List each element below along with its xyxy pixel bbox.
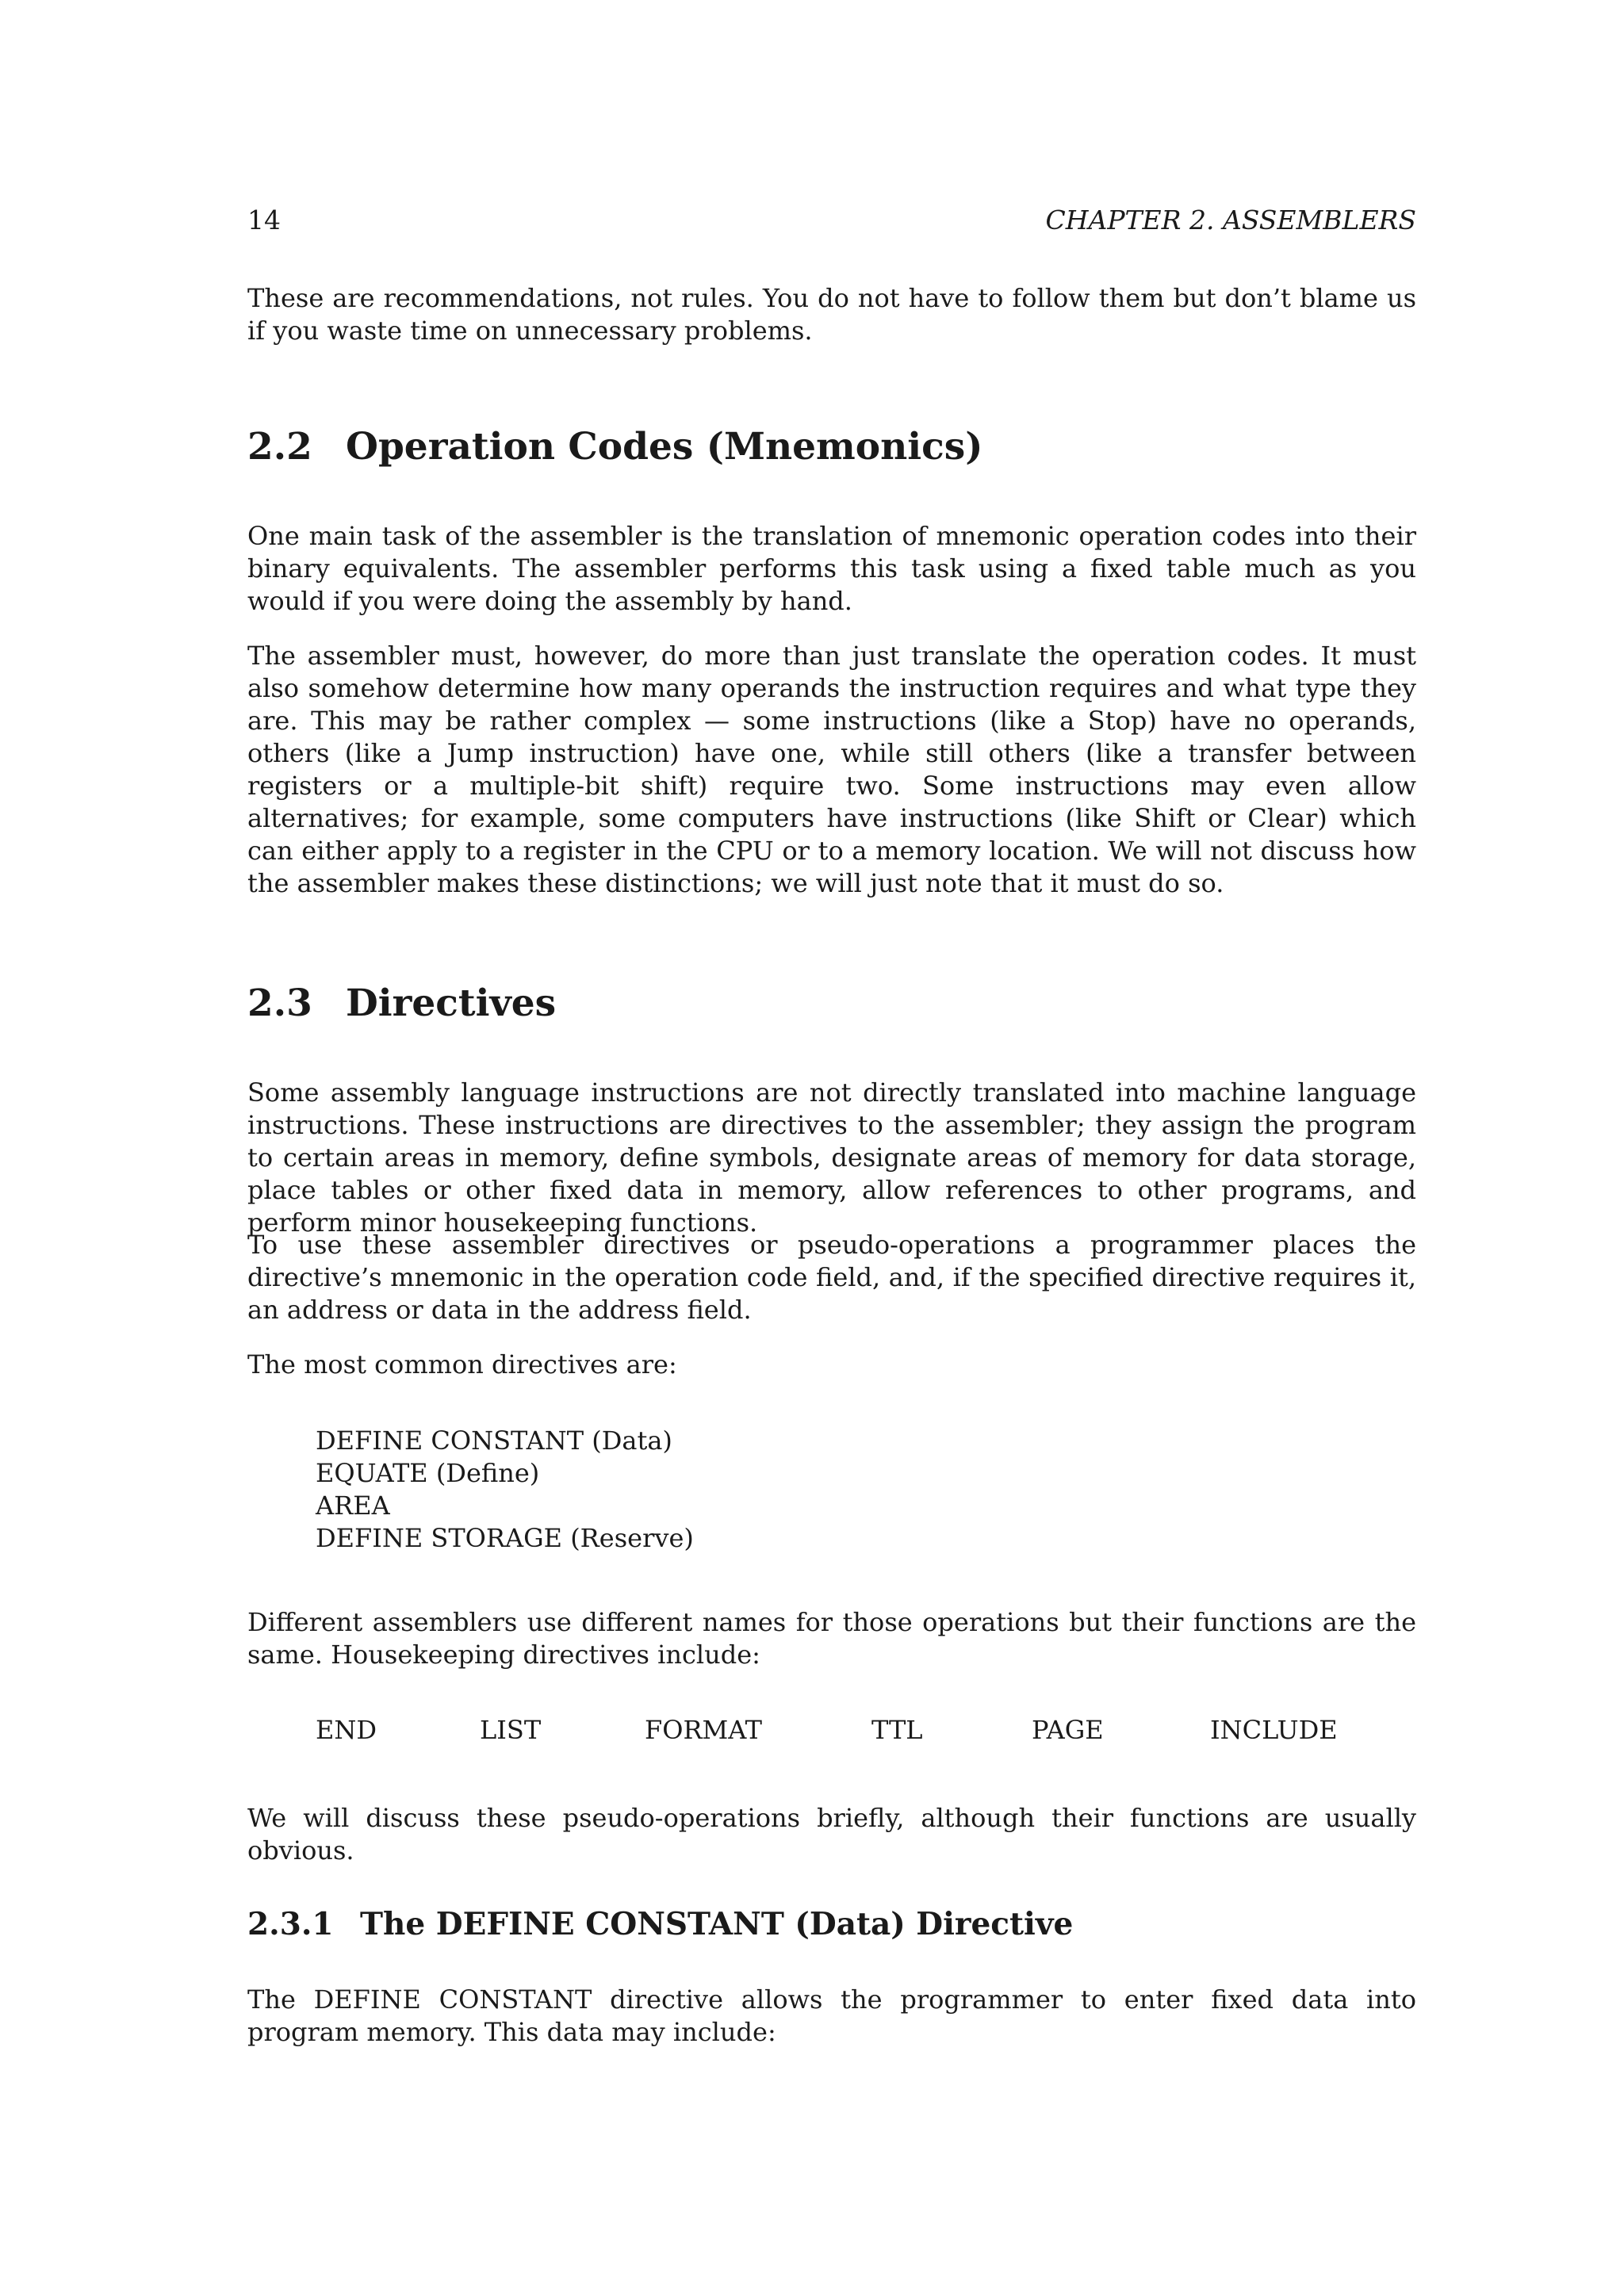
section-number: 2.2: [247, 425, 312, 469]
body-paragraph: Some assembly language instructions are not directly translated into machine language instructions. These instructions are directives to the assembler; they assign the program to certain areas in memory, define symbols, designate areas of memory for data storage, place tables or other fixed data in memory, allow references to other programs, and perform minor housekeeping functions.: [247, 1077, 1416, 1238]
intro-paragraph-block: [247, 282, 1416, 347]
section-title: Directives: [346, 982, 557, 1025]
section-number: 2.3: [247, 982, 312, 1025]
section-2-3-paragraph-1: [247, 1077, 1416, 1239]
housekeeping-item: END: [316, 1715, 377, 1745]
section-2-2-heading: [247, 425, 1416, 469]
list-item: DEFINE STORAGE (Reserve): [316, 1523, 694, 1553]
page-number: 14: [247, 205, 281, 235]
housekeeping-directives-row: [316, 1715, 1346, 1750]
body-paragraph: We will discuss these pseudo-operations briefly, although their functions are usually obvious.: [247, 1803, 1416, 1866]
body-paragraph: The assembler must, however, do more than just translate the operation codes. It must also somehow determine how many operands the instruction requires and what type they are. This may be rather complex — some instructions (like a Stop) have no operands, others (like a Jump instruction) have one, while still others (like a transfer between registers or a multiple-bit shift) require two. Some instructions may even allow alternatives; for example, some computers have instructions (like Shift or Clear) which can either apply to a register in the CPU or to a memory location. We will not discuss how the assembler makes these distinctions; we will just note that it must do so.: [247, 641, 1416, 898]
body-paragraph: Different assemblers use different names for those operations but their functions are the same. Housekeeping directives include:: [247, 1607, 1416, 1670]
section-2-3-paragraph-3: [247, 1349, 1416, 1381]
running-header: [247, 205, 1416, 239]
housekeeping-item: LIST: [480, 1715, 542, 1745]
section-2-3-1-heading: [247, 1905, 1416, 1943]
section-2-2-paragraph-2: [247, 640, 1416, 900]
list-item: EQUATE (Define): [316, 1458, 540, 1488]
housekeeping-item: INCLUDE: [1210, 1715, 1338, 1745]
housekeeping-item: PAGE: [1032, 1715, 1104, 1745]
subsection-title: The DEFINE CONSTANT (Data) Directive: [360, 1906, 1074, 1942]
section-2-2-paragraph-1: [247, 520, 1416, 618]
list-item: DEFINE CONSTANT (Data): [316, 1425, 672, 1456]
section-2-3-heading: [247, 982, 1416, 1026]
housekeeping-item: TTL: [871, 1715, 923, 1745]
housekeeping-item: FORMAT: [645, 1715, 762, 1745]
intro-paragraph: These are recommendations, not rules. You do not have to follow them but don’t blame us if you waste time on unnecessary problems.: [247, 283, 1416, 346]
section-2-3-closing: [247, 1802, 1416, 1867]
body-paragraph: One main task of the assembler is the translation of mnemonic operation codes into their binary equivalents. The assembler performs this task using a fixed table much as you would if you were doing the assembly by hand.: [247, 521, 1416, 616]
chapter-title: CHAPTER 2. ASSEMBLERS: [1045, 205, 1416, 235]
body-paragraph: To use these assembler directives or pseudo-operations a programmer places the directive’s mnemonic in the operation code field, and, if the specified directive requires it, an address or data in the address field.: [247, 1230, 1416, 1325]
section-2-3-1-paragraph: [247, 1984, 1416, 2049]
section-2-3-after-list: [247, 1606, 1416, 1671]
body-paragraph: The most common directives are:: [247, 1349, 677, 1380]
body-paragraph: The DEFINE CONSTANT directive allows the programmer to enter fixed data into program memory. This data may include:: [247, 1984, 1416, 2047]
section-title: Operation Codes (Mnemonics): [346, 425, 983, 469]
common-directives-list: [316, 1425, 694, 1555]
subsection-number: 2.3.1: [247, 1906, 334, 1942]
section-2-3-paragraph-2: [247, 1229, 1416, 1326]
list-item: AREA: [316, 1490, 390, 1521]
